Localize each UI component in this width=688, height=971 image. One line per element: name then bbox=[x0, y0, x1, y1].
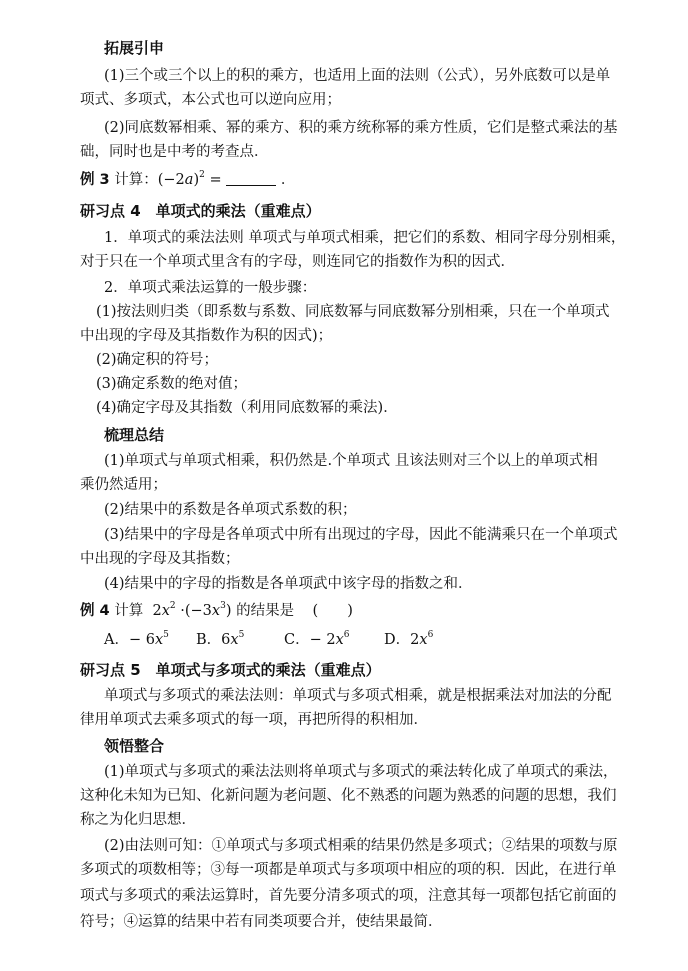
summary-t1-line2: 乘仍然适用； bbox=[80, 477, 167, 493]
option-b-var: x bbox=[230, 632, 239, 648]
example4-c2close: ) bbox=[225, 603, 232, 619]
summary-t4: (4)结果中的字母的指数是各单项武中该字母的指数之和． bbox=[104, 576, 473, 592]
summary-t2: (2)结果中的系数是各单项式系数的积； bbox=[104, 502, 357, 518]
example3-var: a bbox=[184, 172, 194, 188]
point4-rule-line1: 1．单项式的乘法法则 单项式与单项式相乘，把它们的系数、相同字母分别相乘， bbox=[104, 230, 626, 246]
example4-tail: 的结果是 bbox=[236, 603, 295, 619]
insight-q1-line2: 这种化未知为已知、化新问题为老问题、化不熟悉的问题为熟悉的问题的思想，我们 bbox=[80, 788, 617, 804]
example4-label: 例 4 bbox=[80, 603, 110, 619]
example3-expr-open: (−2 bbox=[157, 172, 185, 188]
example3-eq: = bbox=[209, 172, 222, 188]
example4-v2: x bbox=[211, 603, 221, 619]
option-c-var: x bbox=[335, 632, 344, 648]
insight-title: 领悟整合 bbox=[104, 737, 165, 755]
point5-rule-line1: 单项式与多项式的乘法法则：单项式与多项式相乘，就是根据乘法对加法的分配 bbox=[104, 688, 612, 704]
option-d[interactable] bbox=[384, 630, 433, 650]
point4-step1-line2: 中出现的字母及其指数作为积的因式)； bbox=[80, 328, 333, 344]
example4-v1: x bbox=[161, 603, 170, 619]
option-b[interactable] bbox=[196, 630, 244, 650]
point4-step1-line1: (1)按法则归类（即系数与系数、同底数幂与同底数幂分别相乘，只在一个单项式 bbox=[96, 304, 610, 320]
insight-q1-line3: 称之为化归思想． bbox=[80, 812, 196, 828]
point4-step4: (4)确定字母及其指数（利用同底数幂的乘法)． bbox=[96, 400, 398, 416]
extend-p1-line2: 项式、多项式，本公式也可以逆向应用； bbox=[80, 92, 341, 108]
point5-rule-line2: 律用单项式去乘多项式的每一项，再把所得的积相加． bbox=[80, 712, 428, 728]
extend-p2-line1: (2)同底数幂相乘、幂的乘方、积的乘方统称幂的乘方性质，它们是整式乘法的基 bbox=[104, 120, 618, 136]
option-d-exp: 6 bbox=[427, 630, 434, 640]
option-c-label: C． bbox=[284, 632, 310, 648]
option-a-coef: − 6 bbox=[128, 632, 155, 648]
point4-steps-heading: 2．单项式乘法运算的一般步骤： bbox=[104, 280, 317, 296]
example4-c1: 2 bbox=[152, 603, 162, 619]
example4-e2: 3 bbox=[220, 601, 226, 611]
option-a[interactable] bbox=[104, 630, 169, 650]
point4-title: 研习点 4 单项式的乘法（重难点） bbox=[80, 202, 321, 220]
example4-text: 计算 bbox=[114, 603, 144, 619]
example3 bbox=[80, 170, 295, 190]
summary-t3-line1: (3)结果中的字母是各单项式中所有出现过的字母，因此不能满乘只在一个单项式 bbox=[104, 527, 618, 543]
option-a-exp: 5 bbox=[163, 630, 169, 640]
option-c[interactable] bbox=[284, 630, 350, 650]
option-d-label: D． bbox=[384, 632, 411, 648]
option-b-label: B． bbox=[196, 632, 222, 648]
insight-q1-line1: (1)单项式与多项式的乘法法则将单项式与多项式的乘法转化成了单项式的乘法， bbox=[104, 764, 618, 780]
summary-t1-line1: (1)单项式与单项式相乘，积仍然是.个单项式 且该法则对三个以上的单项式相 bbox=[104, 453, 598, 469]
option-b-exp: 5 bbox=[238, 630, 245, 640]
summary-title: 梳理总结 bbox=[104, 426, 165, 444]
summary-t3-line2: 中出现的字母及其指数； bbox=[80, 551, 240, 567]
option-c-coef: − 2 bbox=[309, 632, 336, 648]
option-d-var: x bbox=[419, 632, 428, 648]
point4-step3: (3)确定系数的绝对值； bbox=[96, 376, 248, 392]
option-d-coef: 2 bbox=[410, 632, 420, 648]
point4-step2: (2)确定积的符号； bbox=[96, 352, 219, 368]
example3-end: ． bbox=[280, 172, 296, 188]
example4-dot: · bbox=[180, 603, 185, 619]
example3-label: 例 3 bbox=[80, 172, 110, 188]
example3-expr-close: ) bbox=[193, 172, 200, 188]
option-c-exp: 6 bbox=[343, 630, 350, 640]
option-b-coef: 6 bbox=[221, 632, 231, 648]
option-a-label: A． bbox=[104, 632, 129, 648]
example4-answer-paren[interactable]: ( ) bbox=[312, 603, 353, 619]
example4 bbox=[80, 601, 353, 621]
example4-e1: 2 bbox=[169, 601, 176, 611]
example3-exp: 2 bbox=[199, 170, 205, 180]
insight-q2-line3: 项式与多项式的乘法运算时，首先要分清多项式的项，注意其每一项都包括它前面的 bbox=[80, 888, 617, 904]
point4-rule-line2: 对于只在一个单项式里含有的字母，则连同它的指数作为积的因式． bbox=[80, 254, 515, 270]
example4-c2open: (−3 bbox=[184, 603, 212, 619]
extend-title: 拓展引申 bbox=[104, 39, 165, 57]
insight-q2-line4: 符号；④运算的结果中若有同类项要合并，使结果最简． bbox=[80, 914, 443, 930]
insight-q2-line2: 多项式的项数相等；③每一项都是单项式与多项项中相应的项的积．因此，在进行单 bbox=[80, 862, 617, 878]
example3-text: 计算： bbox=[114, 172, 158, 188]
extend-p2-line2: 础，同时也是中考的考查点． bbox=[80, 144, 269, 160]
insight-q2-line1: (2)由法则可知：①单项式与多项式相乘的结果仍然是多项式；②结果的项数与原 bbox=[104, 838, 618, 854]
point5-title: 研习点 5 单项式与多项式的乘法（重难点） bbox=[80, 661, 381, 679]
extend-p1-line1: (1)三个或三个以上的积的乘方，也适用上面的法则（公式），另外底数可以是单 bbox=[104, 68, 611, 84]
example3-answer-blank[interactable] bbox=[226, 173, 276, 186]
option-a-var: x bbox=[154, 632, 164, 648]
